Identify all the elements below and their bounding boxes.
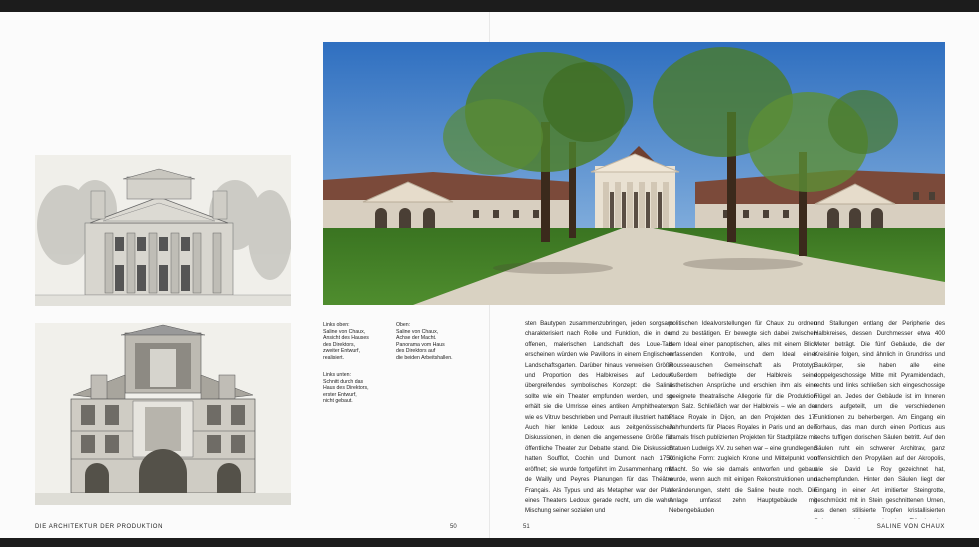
photo-saline-panorama — [323, 42, 945, 305]
body-column-1: sten Bautypen zusammenzubringen, jeden sorgsam charakterisiert nach Rolle und Funktion, die in der offenen, malerischen Landschaft des Loue-Tals erscheinen würden wie Pavillons in einem Englischen Landschaftsgarten. Darüber hinaus verweisen Größe und Proportion des Halbkreises auf Ledoux' übergreifendes symbolisches Konzept: die Saline sollte wie ein Theater empfunden werden, und so erhält sie die Umrisse eines antiken Amphitheaters, wie es Vitruv beschrieben und Perrault illustriert hatte. Auch hier lenkte Ledoux aus zeitgenössischen Diskussionen, in denen die angemessene Größe für öffentliche Theater zur Debatte stand. Die Diskussion hatten Soufflot, Cochin und Dumont nach 1750 eröffnet; sie wurde fortgeführt im Zusammenhang mit de Wailly und Peyres Planungen für das Théâtre Français. Als Typus und als Metapher war der Plan eines Theaters Ledoux gerade recht, um die wahre Mischung seiner sozialen und — [525, 320, 673, 515]
engraving-elevation — [35, 155, 291, 306]
page-number-left: 50 — [450, 524, 457, 530]
page-number-right: 51 — [523, 524, 530, 530]
caption-left-top: Links oben: Saline von Chaux, Ansicht des Hauses des Direktors, zweiter Entwurf, realisiert. — [323, 322, 369, 361]
engraving-section — [35, 323, 291, 505]
body-column-2: politischen Idealvorstellungen für Chaux zu ordnen und zu bestätigen. Er bewegte sich dabei zwischen dem Ideal einer panoptischen, alles mit einem Blick erfassenden Kontrolle, und dem Ideal einer Rousseauschen Gemeinschaft als Prototyp. Außerdem befriedigte der Halbkreis seine ästhetischen Ansprüche und erschien ihm als eine geeignete theatralische Allegorie für die Produktion von Salz. Schließlich war der Halbkreis – wie an der Place Royale in Dijon, an den Projekten des 17. Jahrhunderts für Places Royales in Paris und an den damals frisch publizierten Projekten für Stadtplätze mit Statuen Ludwigs XV. zu sehen war – eine grundlegend königliche Form: zugleich Krone und Mittelpunkt von Macht. So wie sie damals entworfen und gebaut wurde, wenn auch mit einigen Rekonstruktionen und Veränderungen, steht die Saline heute noch. Die Anlage umfasst zehn Hauptgebäude mit Nebengebäuden — [669, 320, 817, 515]
body-column-3: und Stallungen entlang der Peripherie des Halbkreises, dessen Durchmesser etwa 400 Meter beträgt. Die fünf Gebäude, die der Kreislinie folgen, sind ähnlich in Grundriss und Baukörper, sie haben alle eine doppelgeschossige Mitte mit Pyramidendach, rechts und links schließen sich eingeschossige Flügel an. Jedes der Gebäude ist im Inneren anders aufgeteilt, um die verschiedenen Funktionen zu beherbergen. Am Eingang ein Torhaus, das man durch einen Porticus aus sechs tuffigen dorischen Säulen betritt. Auf den Säulen ruht ein schwerer Architrav, ganz offensichtlich den Propyläen auf der Akropolis, wie sie David Le Roy gezeichnet hat, nachempfunden. Hinter den Säulen liegt der Eingang in einer Art imitierter Steingrotte, geschmückt mit in Stein geschnittenen Urnen, aus denen stilisierte Tropfen kristallisierten — [814, 320, 945, 515]
caption-right: Oben: Saline von Chaux, Achse der Macht. Panorama vom Haus des Direktors auf die beiden Arbeitshallen. — [396, 322, 453, 361]
running-head-right: SALINE VON CHAUX — [876, 524, 945, 530]
running-head-left: DIE ARCHITEKTUR DER PRODUKTION — [35, 524, 164, 530]
top-frame — [0, 0, 979, 12]
bottom-frame — [0, 538, 979, 547]
caption-left-bottom: Links unten: Schnitt durch das Haus des Direktors, erster Entwurf, nicht gebaut. — [323, 372, 369, 405]
